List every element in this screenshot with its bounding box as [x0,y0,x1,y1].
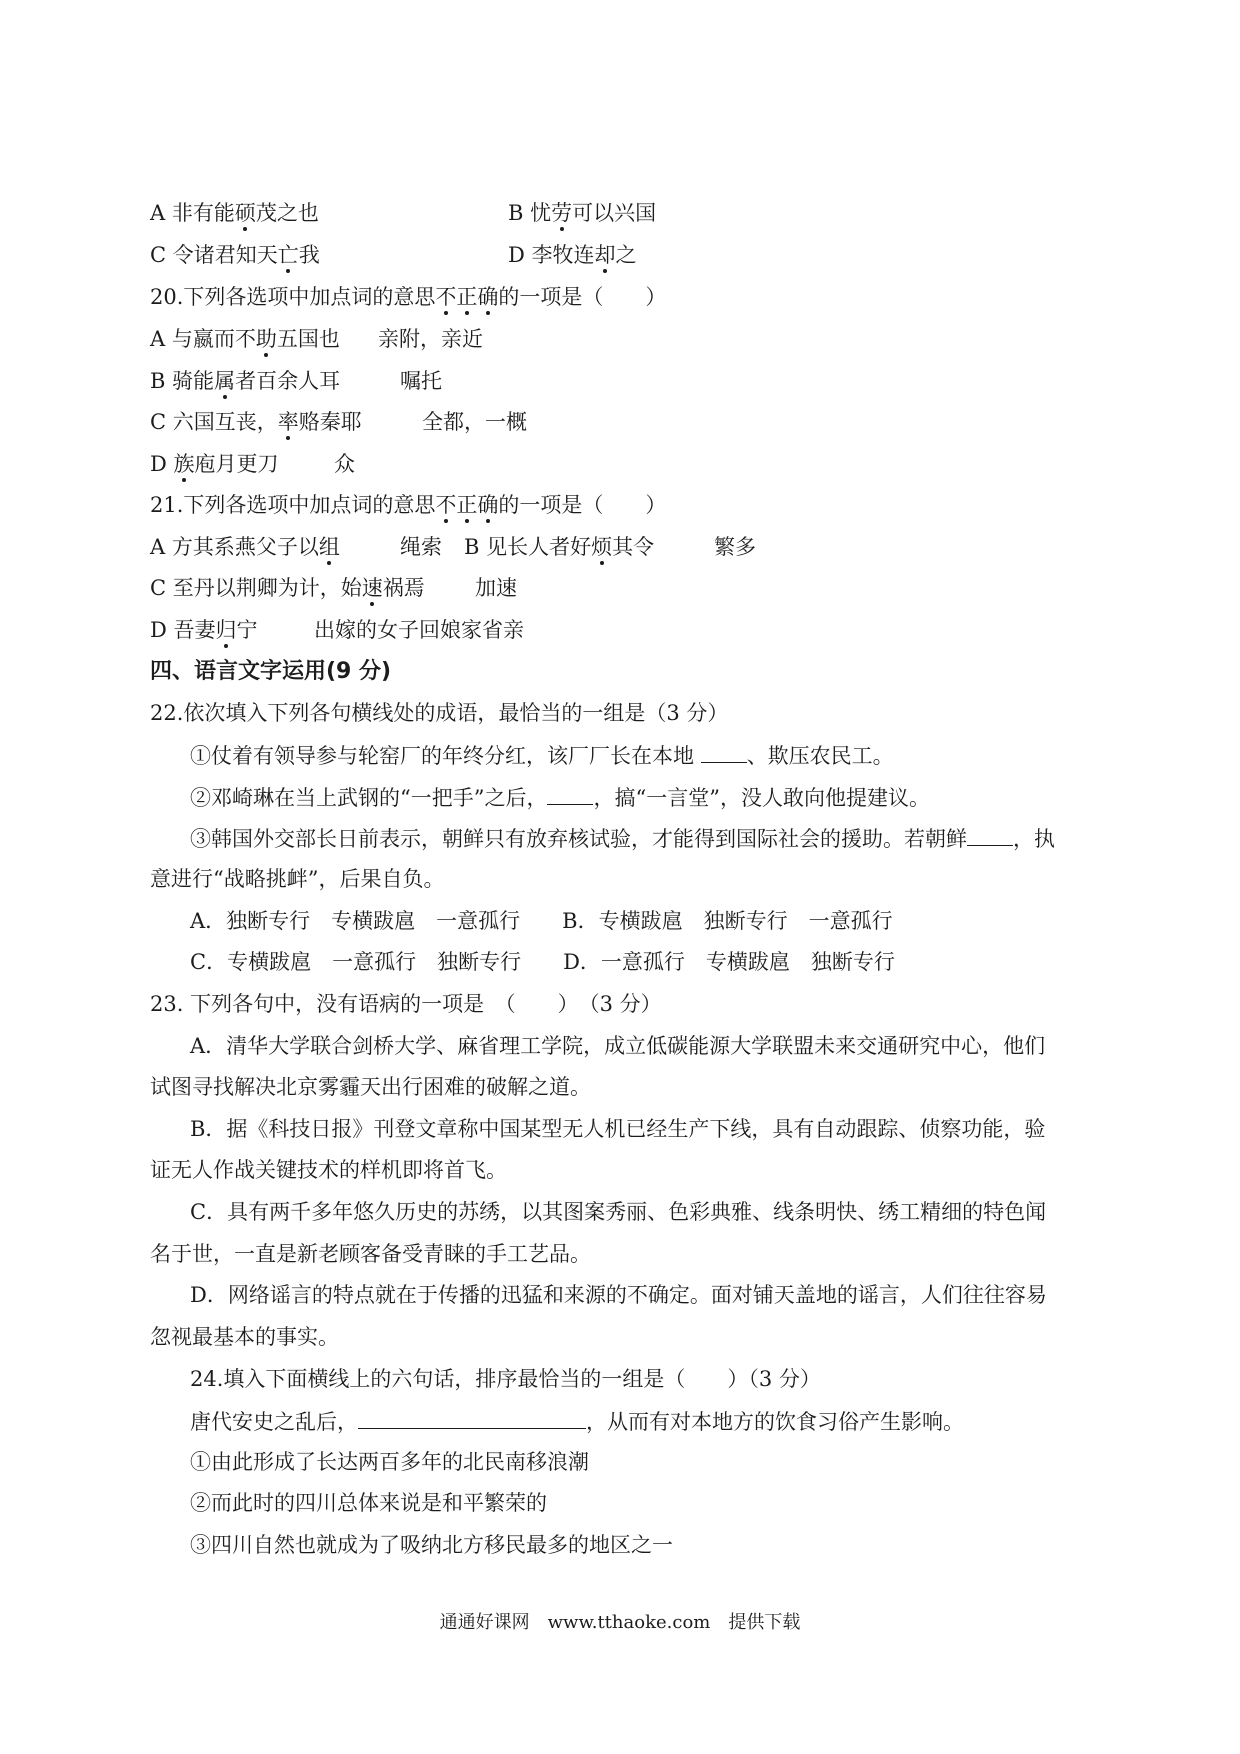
answer-blank [701,744,747,763]
q20-option-b: B 骑能属者百余人耳 [150,369,341,393]
emphasis-dot-char: 助 [255,327,277,351]
q22-stem: 22.依次填入下列各句横线处的成语，最恰当的一组是（3 分） [150,701,729,725]
emphasis-dot-char: 速 [361,576,383,600]
emphasis-dot-char: 不 [435,285,457,309]
emphasis-dot-char: 族 [173,452,195,476]
emphasis-dot-char: 劳 [551,201,573,225]
emphasis-dot-char: 不 [435,493,457,517]
q21-option-b: B 见长人者好烦其令 [464,535,655,559]
emphasis-dot-char: 正 [456,285,478,309]
q20-option-c-gloss: 全都，一概 [422,410,527,434]
emphasis-dot-char: 硕 [234,201,256,225]
q20-option-a-gloss: 亲附，亲近 [378,327,483,351]
q19-option-c: C 令诸君知天亡我 [150,243,320,267]
q24-item-1: ①由此形成了长达两百多年的北民南移浪潮 [190,1450,589,1474]
answer-blank [547,786,593,805]
q23-option-d-line2: 忽视最基本的事实。 [150,1325,339,1349]
q22-sentence-2: ②邓崎琳在当上武钢的“一把手”之后， ，搞“一言堂”，没人敢向他提建议。 [190,786,930,810]
q20-stem: 20.下列各选项中加点词的意思不正确的一项是（ ） [150,285,667,309]
emphasis-dot-char: 亡 [277,243,299,267]
q22-sentence-3-cont: 意进行“战略挑衅”，后果自负。 [150,867,445,891]
q23-option-c-line2: 名于世，一直是新老顾客备受青睐的手工艺品。 [150,1242,591,1266]
q21-option-d-gloss: 出嫁的女子回娘家省亲 [314,618,524,642]
q24-lead-sentence: 唐代安史之乱后， ，从而有对本地方的饮食习俗产生影响。 [190,1410,964,1434]
q24-item-3: ③四川自然也就成为了吸纳北方移民最多的地区之一 [190,1533,673,1557]
q22-options-cd: C．专横跋扈 一意孤行 独断专行 D．一意孤行 专横跋扈 独断专行 [190,950,895,974]
emphasis-dot-char: 率 [277,410,299,434]
q21-option-a: A 方其系燕父子以组 [150,535,340,559]
emphasis-dot-char: 组 [318,535,340,559]
emphasis-dot-char: 烦 [591,535,613,559]
q22-sentence-3: ③韩国外交部长日前表示，朝鲜只有放弃核试验，才能得到国际社会的援助。若朝鲜 ，执 [190,827,1055,851]
q23-option-b-line2: 证无人作战关键技术的样机即将首飞。 [150,1158,507,1182]
q20-option-d-gloss: 众 [334,452,355,476]
emphasis-dot-char: 属 [214,369,236,393]
q23-option-a-line2: 试图寻找解决北京雾霾天出行困难的破解之道。 [150,1075,591,1099]
emphasis-dot-char: 却 [594,243,616,267]
q19-option-d: D 李牧连却之 [508,243,637,267]
q19-option-b: B 忧劳可以兴国 [508,201,657,225]
q21-option-a-gloss: 绳索 [400,535,442,559]
q23-option-c-line1: C．具有两千多年悠久历史的苏绣，以其图案秀丽、色彩典雅、线条明快、绣工精细的特色闻 [190,1200,1047,1224]
q21-option-c-gloss: 加速 [475,576,517,600]
emphasis-dot-char: 归 [215,618,237,642]
q23-option-a-line1: A．清华大学联合剑桥大学、麻省理工学院，成立低碳能源大学联盟未来交通研究中心，他们 [190,1034,1046,1058]
q22-sentence-1: ①仗着有领导参与轮窑厂的年终分红，该厂厂长在本地 、欺压农民工。 [190,744,894,768]
answer-blank [358,1410,586,1429]
q21-option-d: D 吾妻归宁 [150,618,258,642]
q20-option-b-gloss: 嘱托 [400,369,442,393]
emphasis-dot-char: 正 [456,493,478,517]
q24-stem: 24.填入下面横线上的六句话，排序最恰当的一组是（ ）（3 分） [190,1367,821,1391]
emphasis-dot-char: 确 [477,493,499,517]
section-heading: 四、语言文字运用(9 分) [150,659,392,684]
q22-options-ab: A．独断专行 专横跋扈 一意孤行 B．专横跋扈 独断专行 一意孤行 [190,909,893,933]
q23-stem: 23. 下列各句中，没有语病的一项是 （ ） （3 分） [150,992,662,1016]
q23-option-d-line1: D．网络谣言的特点就在于传播的迅猛和来源的不确定。面对铺天盖地的谣言，人们往往容易 [190,1283,1047,1307]
q19-option-a: A 非有能硕茂之也 [150,201,319,225]
q21-option-b-gloss: 繁多 [714,535,756,559]
q23-option-b-line1: B．据《科技日报》刊登文章称中国某型无人机已经生产下线，具有自动跟踪、侦察功能，验 [190,1117,1046,1141]
q24-item-2: ②而此时的四川总体来说是和平繁荣的 [190,1491,547,1515]
answer-blank [967,827,1013,846]
q21-stem: 21.下列各选项中加点词的意思不正确的一项是（ ） [150,493,667,517]
q21-option-c: C 至丹以荆卿为计，始速祸焉 [150,576,425,600]
emphasis-dot-char: 确 [477,285,499,309]
page-footer: 通通好课网 www.tthaoke.com 提供下载 [439,1612,801,1633]
q20-option-a: A 与嬴而不助五国也 [150,327,340,351]
q20-option-d: D 族庖月更刀 [150,452,279,476]
q20-option-c: C 六国互丧，率赂秦耶 [150,410,362,434]
